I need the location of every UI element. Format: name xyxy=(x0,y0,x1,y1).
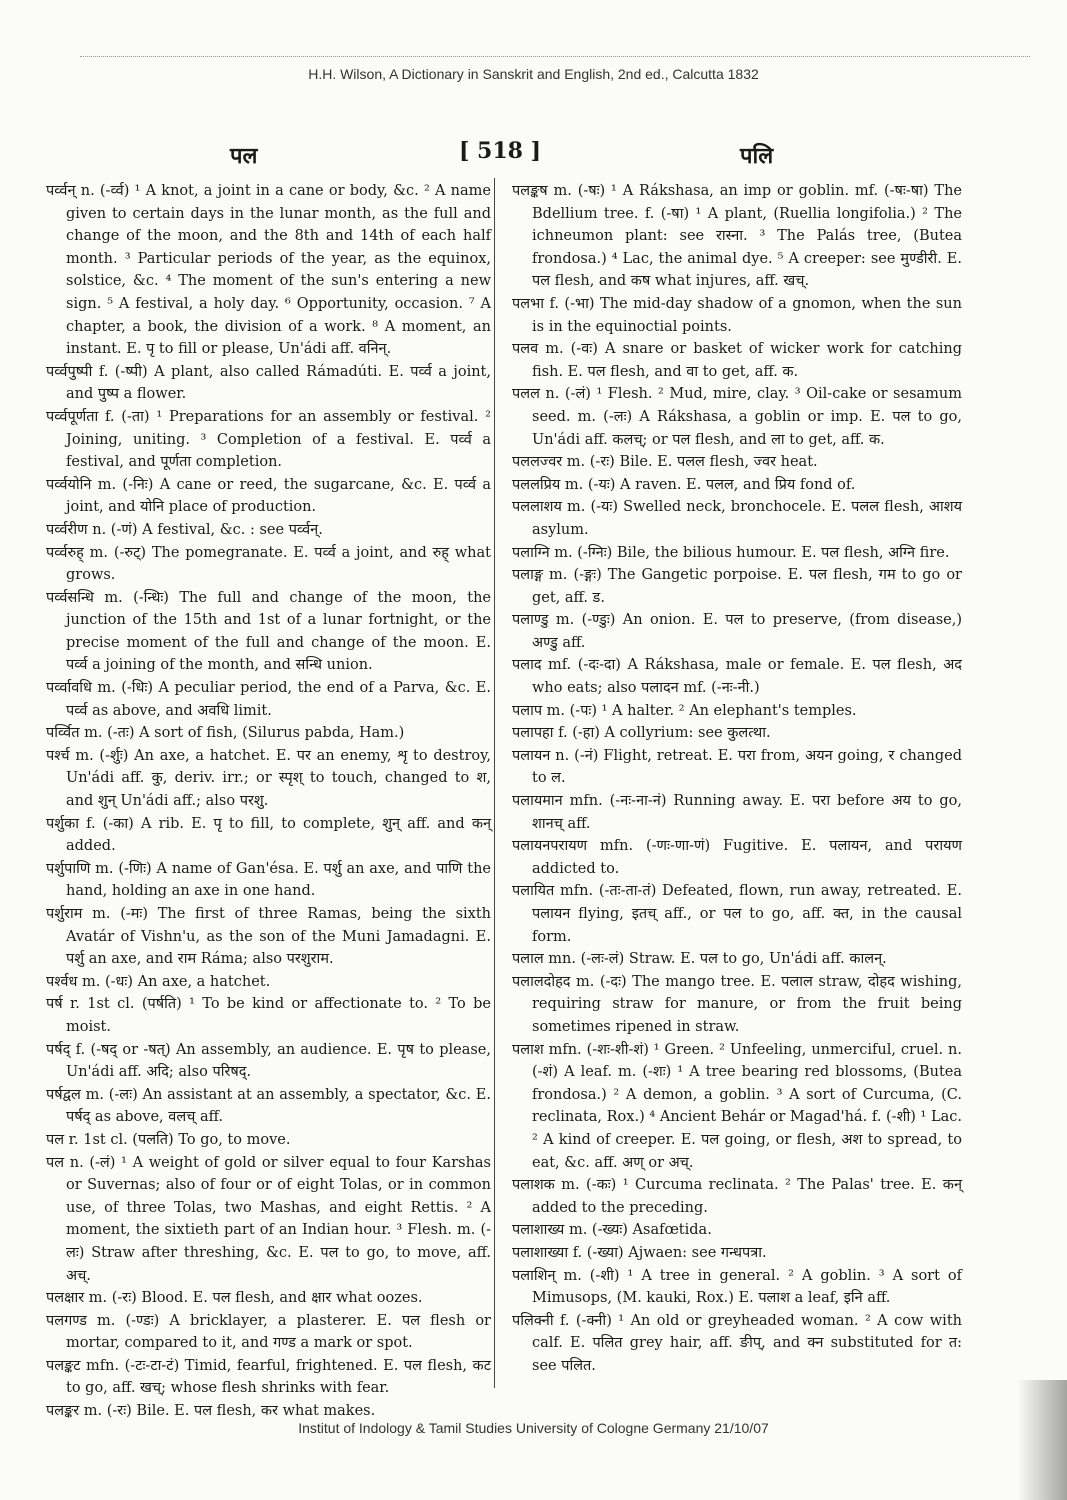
dictionary-entry: पलाण्डु m. (-ण्डुः) An onion. E. पल to preserve, (from disease,) अण्डु aff. xyxy=(512,612,962,651)
dictionary-entry: पर्शुका f. (-का) A rib. E. पृ to fill, to complete, शुन् aff. and कन् added. xyxy=(46,815,491,855)
dictionary-entry: पलाद mf. (-दः-दा) A Rákshasa, male or female. E. पल flesh, अद who eats; also पलादन mf. (-नः-नी.) xyxy=(512,657,962,697)
dictionary-entry: पललप्रिय m. (-यः) A raven. E. पलल, and प्रिय fond of. xyxy=(512,476,856,493)
dictionary-entry: पर्श्च m. (-र्शुः) An axe, a hatchet. E. पर an enemy, शृ to destroy, Un'ádi aff. कु, deriv. irr.; or स्पृश् to touch, changed to श, and शुन् Un'ádi aff.; also परशु. xyxy=(46,747,491,810)
dictionary-entry: पलाङ्ग m. (-ङ्गः) The Gangetic porpoise. E. पल flesh, गम to go or get, aff. ड. xyxy=(512,567,962,606)
guide-word-right: पलि xyxy=(740,143,774,169)
source-header: H.H. Wilson, A Dictionary in Sanskrit and English, 2nd ed., Calcutta 1832 xyxy=(308,66,759,82)
dictionary-entry: पलाशिन् m. (-शी) ¹ A tree in general. ² A goblin. ³ A sort of Mimusops, (M. kauki, Rox.) E. पलाश a leaf, इनि aff. xyxy=(512,1267,962,1307)
dictionary-entry: पलायनपरायण mfn. (-णः-णा-णं) Fugitive. E. पलायन, and परायण addicted to. xyxy=(512,838,962,877)
dictionary-entry: पलङ्कट mfn. (-टः-टा-टं) Timid, fearful, frightened. E. पल flesh, कट to go, aff. खच्; whose flesh shrinks with fear. xyxy=(46,1357,491,1397)
column-divider xyxy=(494,178,495,1388)
dictionary-entry: पर्व्वित m. (-तः) A sort of fish, (Silurus pabda, Ham.) xyxy=(46,725,405,742)
dictionary-entry: पलङ्कर m. (-रः) Bile. E. पल flesh, कर what makes. xyxy=(46,1403,376,1420)
dictionary-entry: पर्व्वपुष्पी f. (-ष्पी) A plant, also called Rámadúti. E. पर्व्व a joint, and पुष्प a flower. xyxy=(46,363,491,403)
dictionary-entry: पर्षद् f. (-षद् or -षत्) An assembly, an audience. E. पृष to please, Un'ádi aff. अदि; also परिषद्. xyxy=(46,1041,491,1081)
dictionary-entry: पललाशय m. (-यः) Swelled neck, bronchocele. E. पलल flesh, आशय asylum. xyxy=(512,499,962,538)
scan-top-edge xyxy=(80,56,1030,57)
dictionary-entry: पर्शुराम m. (-मः) The first of three Ramas, being the sixth Avatár of Vishn'u, as the son of the Muni Jamadagni. E. पर्शु an axe, and राम Ráma; also परशुराम. xyxy=(46,906,491,968)
dictionary-entry: पलङ्कष m. (-षः) ¹ A Rákshasa, an imp or goblin. mf. (-षः-षा) The Bdellium tree. f. (-षा) ¹ A plant, (Ruellia longifolia.) ² The ichneumon plant: see रास्ना. ³ The Palás tree, (Butea frondosa.) ⁴ Lac, the animal dye. ⁵ A creeper: see मुण्डीरी. E. पल flesh, and कष what injures, aff. खच्. xyxy=(512,183,962,290)
dictionary-entry: पलगण्ड m. (-ण्डः) A bricklayer, a plasterer. E. पल flesh or mortar, compared to it, and गण्ड a mark or spot. xyxy=(46,1312,491,1352)
dictionary-entry: पलभा f. (-भा) The mid-day shadow of a gnomon, when the sun is in the equinoctial points. xyxy=(512,295,962,335)
dictionary-entry: पलाग्नि m. (-ग्निः) Bile, the bilious humour. E. पल flesh, अग्नि fire. xyxy=(512,544,950,561)
dictionary-entry: पर्व्वावधि m. (-धिः) A peculiar period, the end of a Parva, &c. E. पर्व्व as above, and अवधि limit. xyxy=(46,680,491,719)
dictionary-entry: पर्श्वध m. (-धः) An axe, a hatchet. xyxy=(46,973,271,990)
page-number: [ 518 ] xyxy=(458,138,542,164)
dictionary-entry: पलापहा f. (-हा) A collyrium: see कुलत्था. xyxy=(512,725,771,742)
dictionary-entry: पलाशाख्या f. (-ख्या) Ajwaen: see गन्धपत्रा. xyxy=(512,1244,767,1261)
right-column xyxy=(512,180,962,1377)
dictionary-entry: पर्व्वपूर्णता f. (-ता) ¹ Preparations for an assembly or festival. ² Joining, uniting. ³ Completion of a festival. E. पर्व्व a festival, and पूर्णता completion. xyxy=(46,408,491,471)
source-footer: Institut of Indology & Tamil Studies University of Cologne Germany 21/10/07 xyxy=(298,1420,769,1436)
dictionary-entry: पललज्वर m. (-रः) Bile. E. पलल flesh, ज्वर heat. xyxy=(512,454,818,471)
dictionary-entry: पर्व्वसन्धि m. (-न्धिः) The full and change of the moon, the junction of the 15th and 1st of a lunar fortnight, or the precise moment of the full and change of the moon. E. पर्व्व a joining of the month, and सन्धि union. xyxy=(46,589,491,674)
dictionary-entry: पलक्षार m. (-रः) Blood. E. पल flesh, and क्षार what oozes. xyxy=(46,1290,423,1307)
dictionary-entry: पलायमान mfn. (-नः-ना-नं) Running away. E. परा before अय to go, शानच् aff. xyxy=(512,793,962,832)
guide-word-left: पल xyxy=(230,143,258,169)
dictionary-entry: पलाप m. (-पः) ¹ A halter. ² An elephant's temples. xyxy=(512,702,857,719)
dictionary-entry: पलव m. (-वः) A snare or basket of wicker work for catching fish. E. पल flesh, and वा to get, aff. क. xyxy=(512,341,962,380)
dictionary-entry: पलल n. (-लं) ¹ Flesh. ² Mud, mire, clay. ³ Oil-cake or sesamum seed. m. (-लः) A Rákshasa, a goblin or imp. E. पल to go, Un'ádi aff. कलच्; or पल flesh, and ला to get, aff. क. xyxy=(512,386,962,448)
dictionary-entry: पर्शुपाणि m. (-णिः) A name of Gan'ésa. E. पर्शु an axe, and पाणि the hand, holding an axe in one hand. xyxy=(46,860,491,900)
dictionary-entry: पलाशाख्य m. (-ख्यः) Asafœtida. xyxy=(512,1222,712,1239)
dictionary-entry: पल n. (-लं) ¹ A weight of gold or silver equal to four Karshas or Suvernas; also of four or of eight Tolas, or in common use, of three Tolas, two Mashas, and eight Rettis. ² A moment, the sixtieth part of an Indian hour. ³ Flesh. m. (-लः) Straw after threshing, &c. E. पल to go, to move, aff. अच्. xyxy=(46,1154,491,1284)
dictionary-entry: पलाशक m. (-कः) ¹ Curcuma reclinata. ² The Palas' tree. E. कन् added to the preceding. xyxy=(512,1177,962,1216)
dictionary-entry: पलाल mn. (-लः-लं) Straw. E. पल to go, Un'ádi aff. कालन्. xyxy=(512,951,887,968)
dictionary-entry: पर्षद्वल m. (-लः) An assistant at an assembly, a spectator, &c. E. पर्षद् as above, वलच् aff. xyxy=(46,1086,491,1126)
dictionary-entry: पलालदोहद m. (-दः) The mango tree. E. पलाल straw, दोहद wishing, requiring straw for manure, or from the fruit being sometimes ripened in straw. xyxy=(512,973,962,1035)
dictionary-entry: पर्व्वरीण n. (-णं) A festival, &c. : see पर्व्वन्. xyxy=(46,521,323,538)
dictionary-entry: पलाश mfn. (-शः-शी-शं) ¹ Green. ² Unfeeling, unmerciful, cruel. n. (-शं) A leaf. m. (-शः) ¹ A tree bearing red blossoms, (Butea frondosa.) ² A demon, a goblin. ³ A sort of Curcuma, (C. reclinata, Rox.) ⁴ Ancient Behár or Magad'há. f. (-शी) ¹ Lac. ² A kind of creeper. E. पल going, or flesh, अश to spread, to eat, &c. aff. अण् or अच्. xyxy=(512,1041,962,1171)
dictionary-entry: पर्ष r. 1st cl. (पर्षति) ¹ To be kind or affectionate to. ² To be moist. xyxy=(46,996,491,1035)
dictionary-entry: पर्व्वरुह् m. (-रुट्) The pomegranate. E. पर्व्व a joint, and रुह् what grows. xyxy=(46,544,491,584)
dictionary-entry: पर्व्वयोनि m. (-निः) A cane or reed, the sugarcane, &c. E. पर्व्व a joint, and योनि place of production. xyxy=(46,476,491,516)
dictionary-entry: पलायन n. (-नं) Flight, retreat. E. परा from, अयन going, र changed to ल. xyxy=(512,747,962,787)
dictionary-entry: पर्व्वन् n. (-र्व्व) ¹ A knot, a joint in a cane or body, &c. ² A name given to certain days in the lunar month, as the full and change of the moon, and the 8th and 14th of each half month. ³ Particular periods of the year, as the equinox, solstice, &c. ⁴ The moment of the sun's entering a new sign. ⁵ A festival, a holy day. ⁶ Opportunity, occasion. ⁷ A chapter, a book, the division of a work. ⁸ A moment, an instant. E. पृ to fill or please, Un'ádi aff. वनिन्. xyxy=(46,183,491,358)
dictionary-entry: पलिक्नी f. (-क्नी) ¹ An old or greyheaded woman. ² A cow with calf. E. पलित grey hair, aff. ङीप्, and क्न substituted for त: see पलित. xyxy=(512,1312,962,1374)
dictionary-entry: पल r. 1st cl. (पलति) To go, to move. xyxy=(46,1131,291,1148)
dictionary-entry: पलायित mfn. (-तः-ता-तं) Defeated, flown, run away, retreated. E. पलायन flying, इतच् aff., or पल to go, aff. क्त, in the causal form. xyxy=(512,883,962,945)
left-column xyxy=(46,180,491,1423)
scan-shadow xyxy=(1017,1380,1067,1500)
